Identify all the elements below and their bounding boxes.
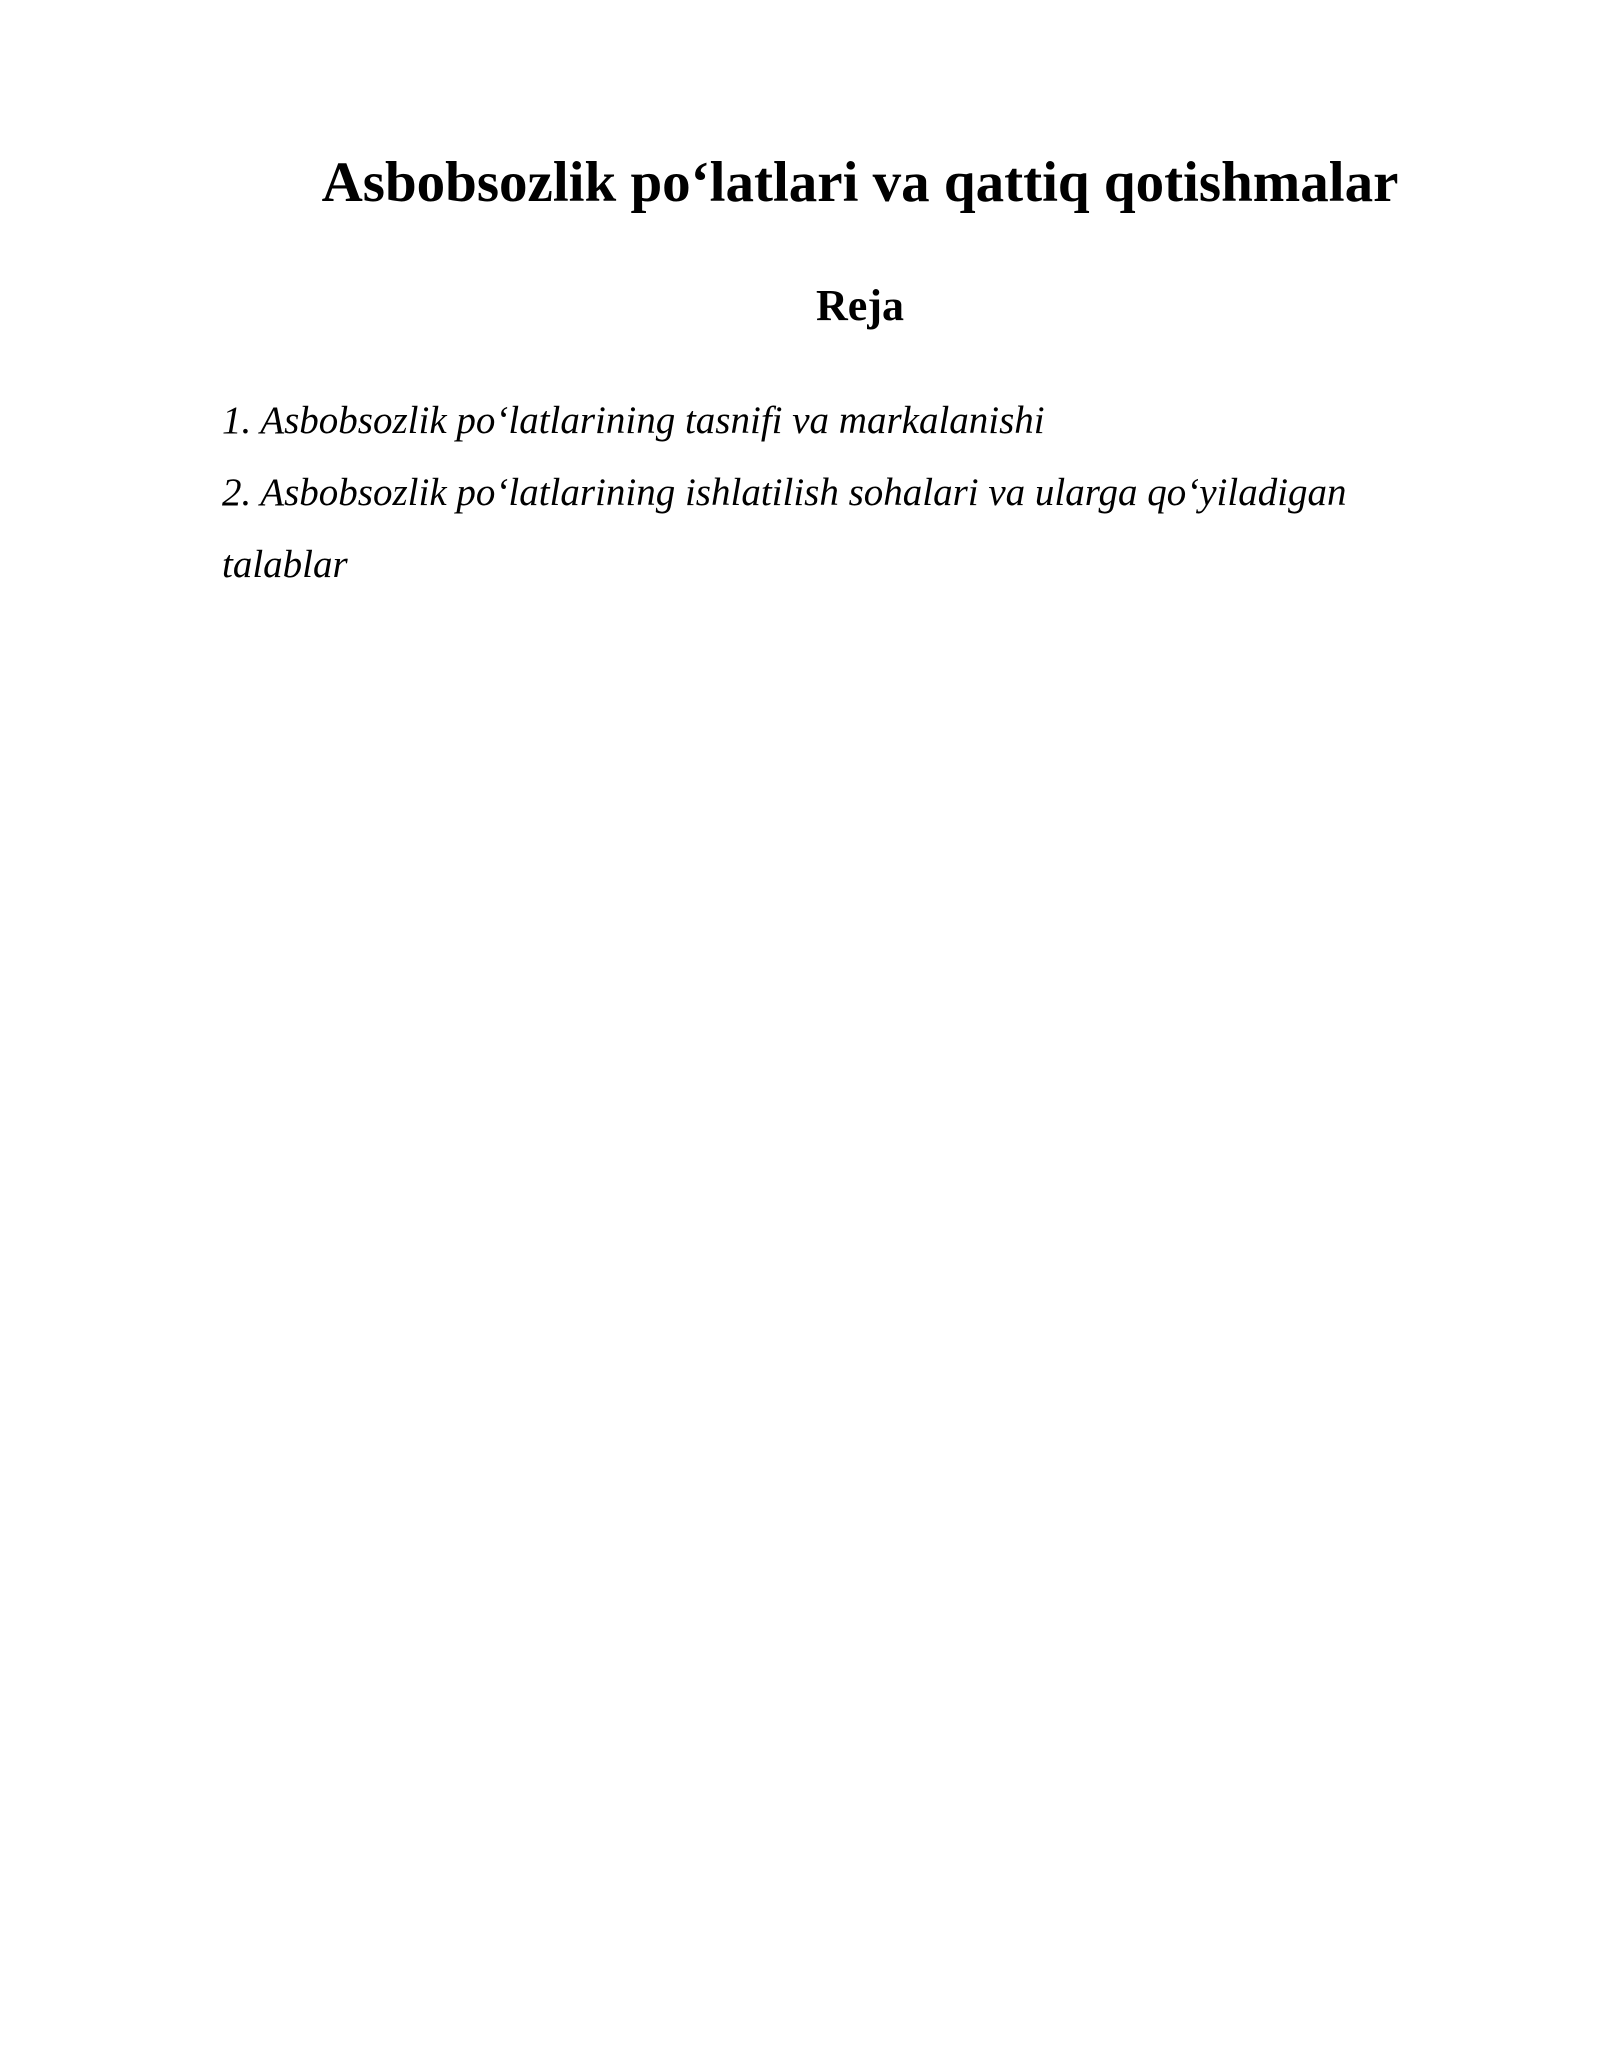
plan-item-2: 2. Asbobsozlik po‘latlarining ishlatilish sohalari va ularga qo‘yiladigan talablar [222, 471, 1347, 586]
document-title: Asbobsozlik po‘latlari va qattiq qotishmalar [321, 151, 1399, 214]
plan-list [222, 385, 1447, 601]
plan-heading: Reja [816, 281, 904, 330]
plan-item-1: 1. Asbobsozlik po‘latlarining tasnifi va markalanishi [222, 399, 1045, 442]
